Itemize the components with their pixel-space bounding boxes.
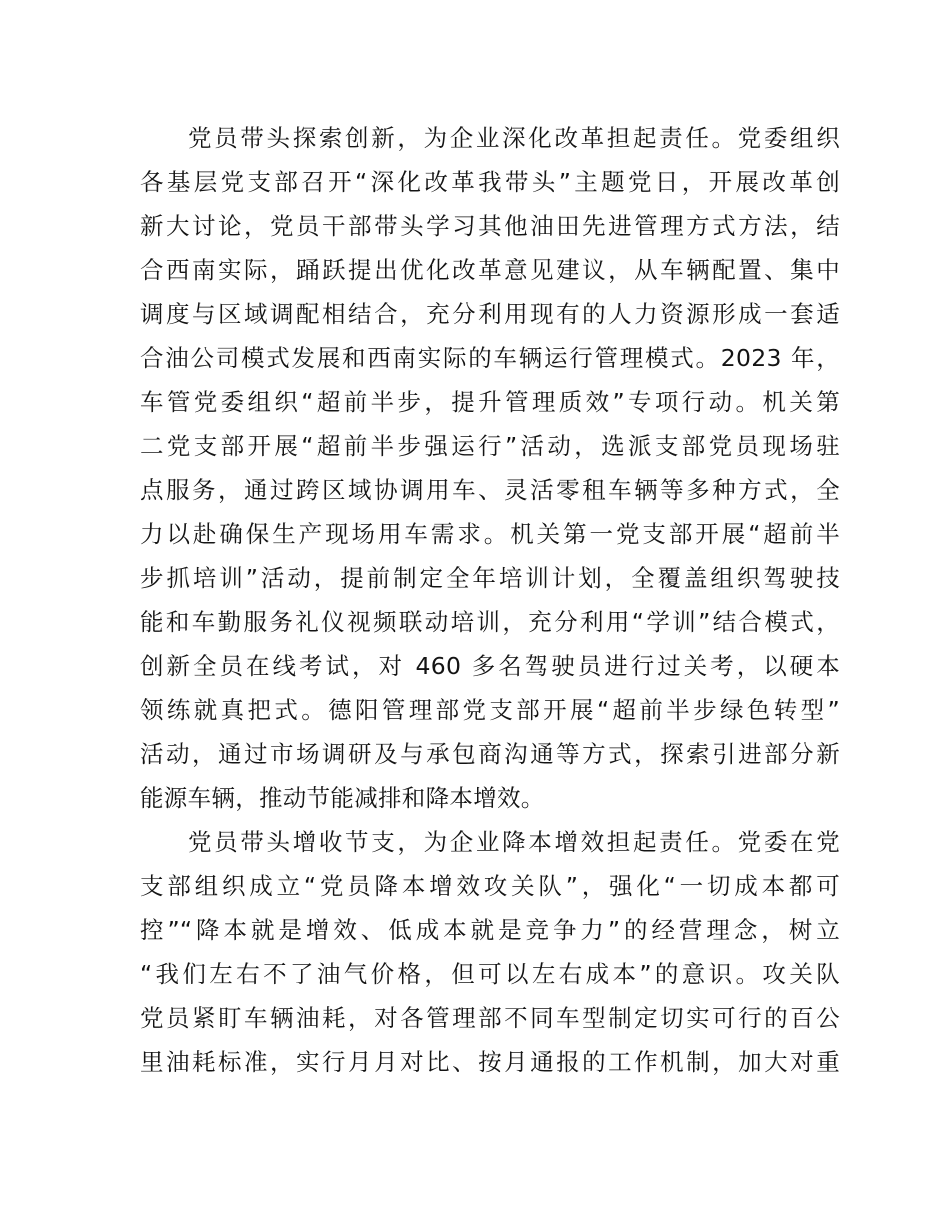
text-line: 合油公司模式发展和西南实际的车辆运行管理模式。2023 年， bbox=[140, 344, 840, 372]
text-line: 二党支部开展“超前半步强运行”活动，选派支部党员现场驻 bbox=[140, 432, 840, 460]
text-line: 合西南实际，踊跃提出优化改革意见建议，从车辆配置、集中 bbox=[140, 256, 840, 284]
text-line: 里油耗标准，实行月月对比、按月通报的工作机制，加大对重 bbox=[140, 1048, 840, 1076]
text-line: 车管党委组织“超前半步，提升管理质效”专项行动。机关第 bbox=[140, 388, 840, 416]
text-line: 新大讨论，党员干部带头学习其他油田先进管理方式方法，结 bbox=[140, 212, 840, 240]
text-line: 能源车辆，推动节能减排和降本增效。 bbox=[140, 784, 545, 812]
text-line: 能和车勤服务礼仪视频联动培训，充分利用“学训”结合模式， bbox=[140, 608, 840, 636]
text-line: 力以赴确保生产现场用车需求。机关第一党支部开展“超前半 bbox=[140, 520, 840, 548]
text-line: 支部组织成立“党员降本增效攻关队”，强化“一切成本都可 bbox=[140, 872, 840, 900]
text-line: 步抓培训”活动，提前制定全年培训计划，全覆盖组织驾驶技 bbox=[140, 564, 840, 592]
text-line: 点服务，通过跨区域协调用车、灵活零租车辆等多种方式，全 bbox=[140, 476, 840, 504]
paragraph-reform-innovation bbox=[140, 116, 840, 820]
text-line: 各基层党支部召开“深化改革我带头”主题党日，开展改革创 bbox=[140, 168, 840, 196]
text-line: 领练就真把式。德阳管理部党支部开展“超前半步绿色转型” bbox=[140, 696, 840, 724]
text-line: 创新全员在线考试，对 460 多名驾驶员进行过关考，以硬本 bbox=[140, 652, 840, 680]
text-line: 控”“降本就是增效、低成本就是竞争力”的经营理念，树立 bbox=[140, 916, 840, 944]
text-line: 调度与区域调配相结合，充分利用现有的人力资源形成一套适 bbox=[140, 300, 840, 328]
text-line: 活动，通过市场调研及与承包商沟通等方式，探索引进部分新 bbox=[140, 740, 840, 768]
text-line: “我们左右不了油气价格，但可以左右成本”的意识。攻关队 bbox=[140, 960, 840, 988]
text-line: 党员紧盯车辆油耗，对各管理部不同车型制定切实可行的百公 bbox=[140, 1004, 840, 1032]
text-line: 党员带头探索创新，为企业深化改革担起责任。党委组织 bbox=[188, 124, 840, 152]
text-line: 党员带头增收节支，为企业降本增效担起责任。党委在党 bbox=[188, 828, 840, 856]
document-body bbox=[140, 116, 840, 1084]
paragraph-cost-reduction bbox=[140, 820, 840, 1084]
